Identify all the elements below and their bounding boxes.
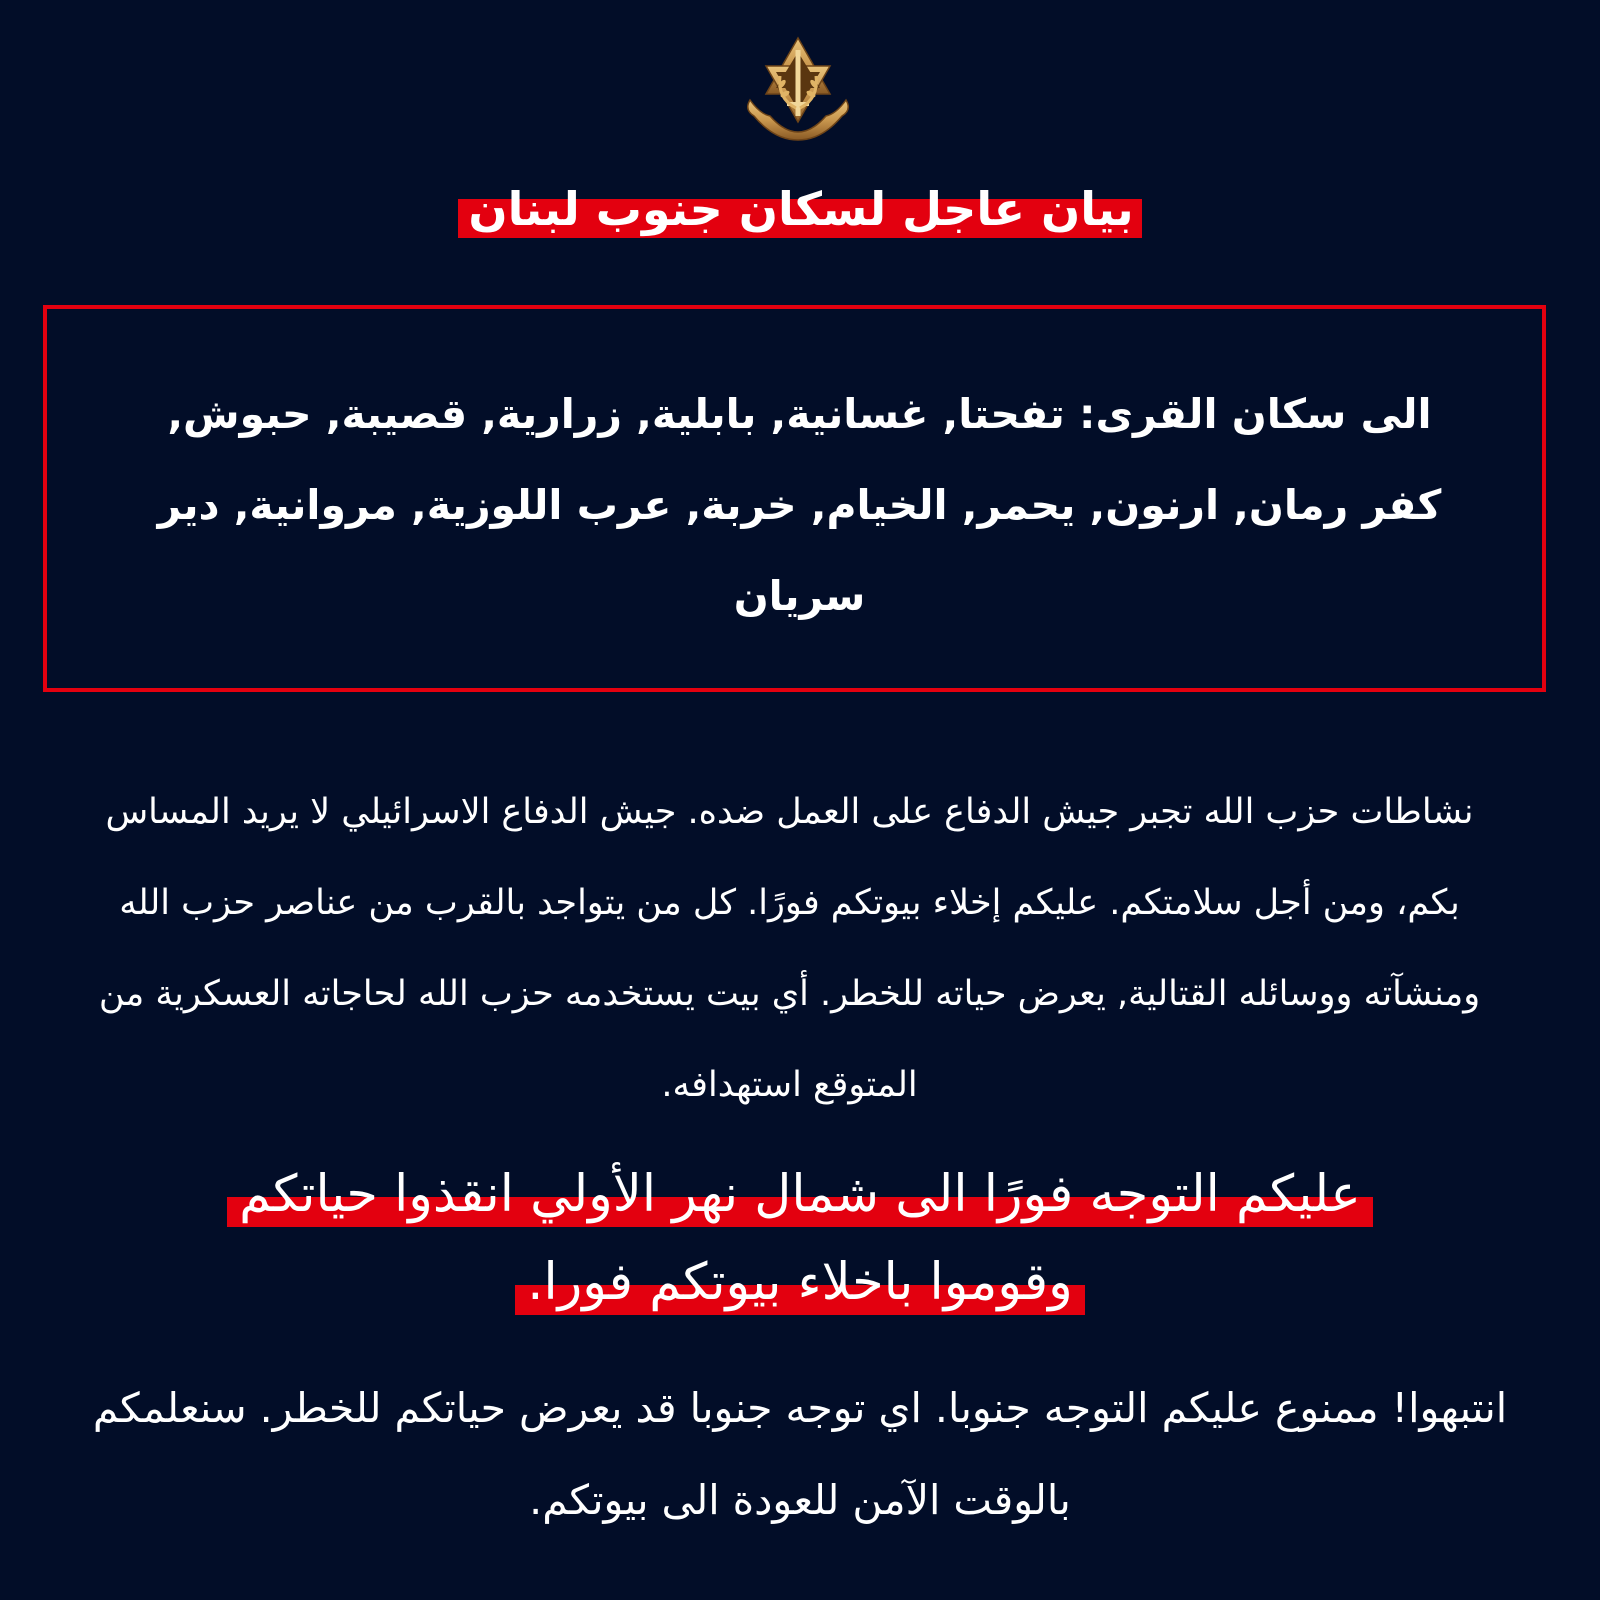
emphasis-line-2: وقوموا باخلاء بيوتكم فورا.: [515, 1249, 1084, 1317]
body-paragraph: نشاطات حزب الله تجبر جيش الدفاع على العمل ضده. جيش الدفاع الاسرائيلي لا يريد المساس بكم، ومن أجل سلامتكم. عليكم إخلاء بيوتكم فورًا. كل من يتواجد بالقرب من عناصر حزب الله ومنشآته ووسائله القتالية, يعرض حياته للخطر. أي بيت يستخدمه حزب الله لحاجاته العسكرية من المتوقع استهدافه.: [98, 792, 1481, 1105]
villages-box: [43, 305, 1546, 692]
emphasis-block: [60, 1161, 1540, 1317]
idf-emblem-icon: [740, 36, 856, 146]
emphasis-line-1: عليكم التوجه فورًا الى شمال نهر الأولي انقذوا حياتكم: [227, 1161, 1373, 1229]
title-container: [0, 180, 1600, 238]
warning-text: انتبهوا! ممنوع عليكم التوجه جنوبا. اي توجه جنوبا قد يعرض حياتكم للخطر. سنعلمكم بالوقت الآمن للعودة الى بيوتكم.: [92, 1384, 1508, 1524]
villages-list: الى سكان القرى: تفحتا, غسانية, بابلية, زرارية, قصيبة, حبوش, كفر رمان, ارنون, يحمر, الخيام, خربة, عرب اللوزية, مروانية, دير سريان: [157, 390, 1442, 620]
page-title: بيان عاجل لسكان جنوب لبنان: [458, 180, 1141, 238]
